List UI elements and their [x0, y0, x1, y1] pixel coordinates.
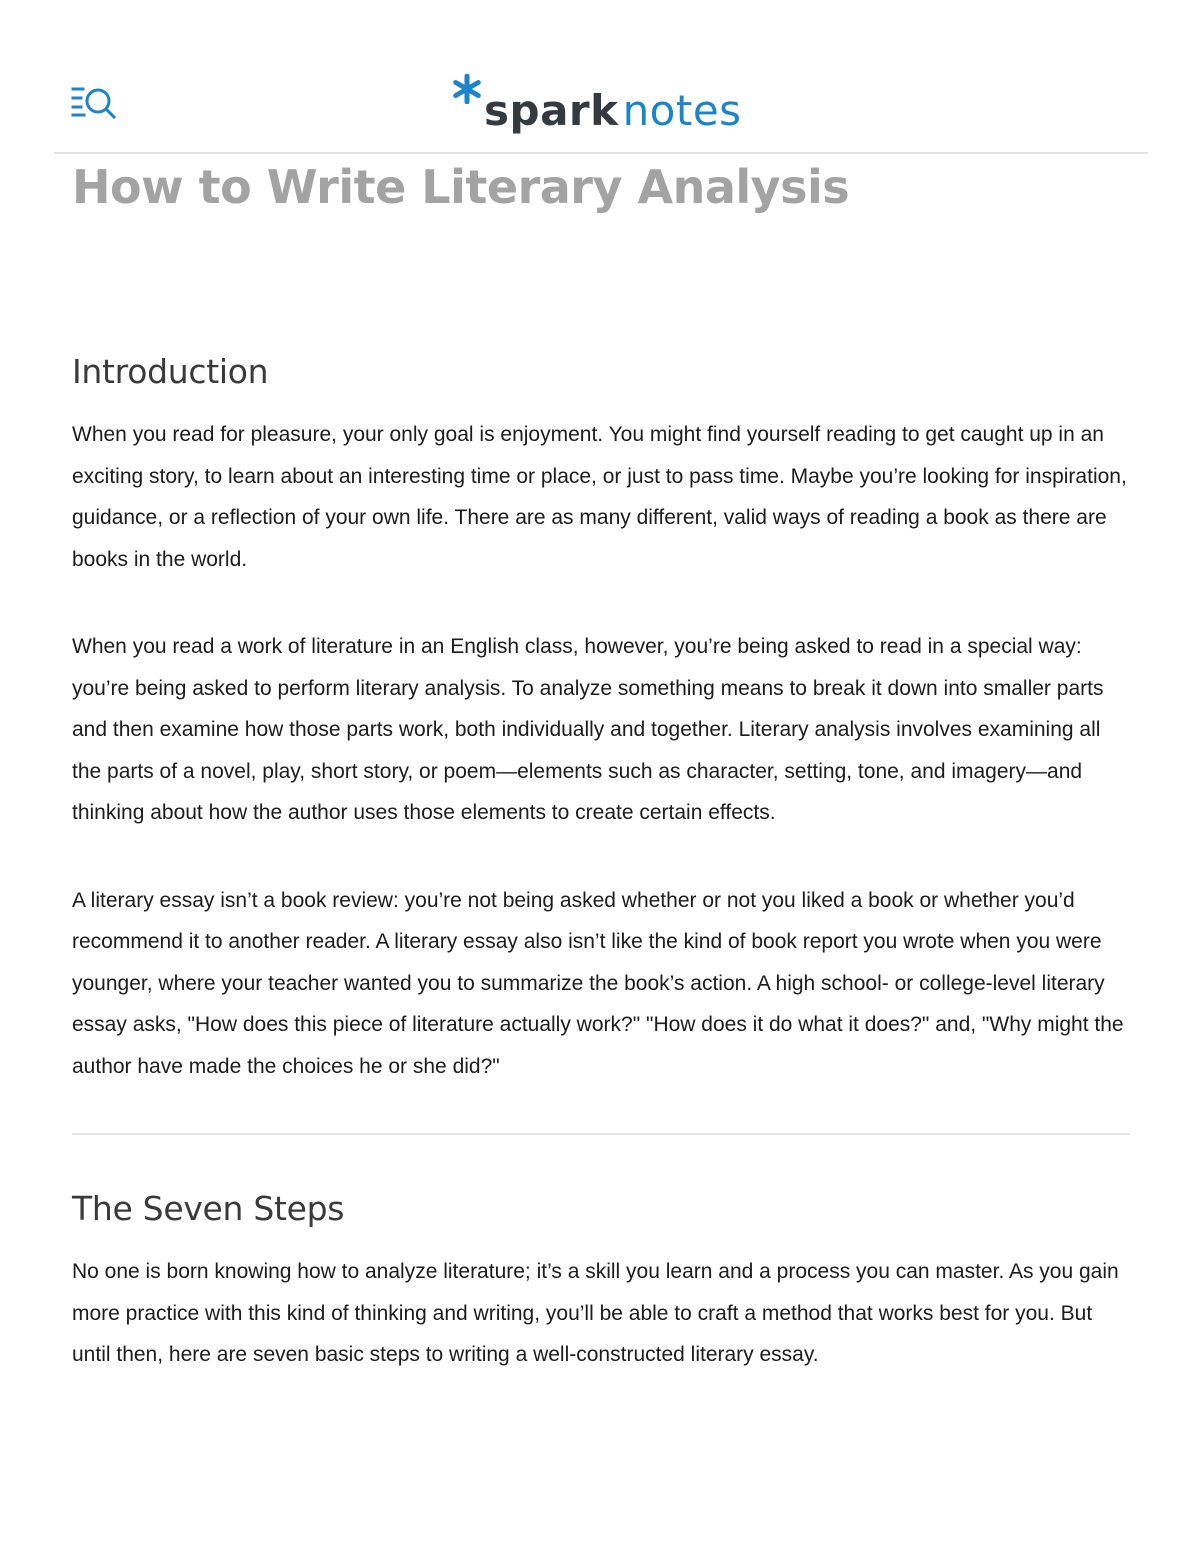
- site-header: [0, 0, 1200, 152]
- logo-spark-text: spark: [484, 86, 619, 135]
- sparknotes-logo[interactable]: [452, 68, 742, 138]
- section-divider: [72, 1133, 1130, 1135]
- article-body: [72, 344, 1134, 1422]
- logo-wordmark: [484, 86, 742, 135]
- intro-paragraph-1: When you read for pleasure, your only goal is enjoyment. You might find yourself reading to get caught up in an exciting story, to learn about an interesting time or place, or just to pass time. Maybe you’re looking for inspiration, guidance, or a reflection of your own life. There are as many different, valid ways of reading a book as there are books in the world.: [72, 423, 1127, 571]
- steps-heading: The Seven Steps: [72, 1189, 345, 1228]
- logo-notes-text: notes: [622, 86, 742, 135]
- intro-heading: Introduction: [72, 352, 269, 391]
- steps-paragraph-1: No one is born knowing how to analyze literature; it’s a skill you learn and a process you can master. As you gain more practice with this kind of thinking and writing, you’ll be able to craft a method that works best for you. But until then, here are seven basic steps to writing a well-constructed literary essay.: [72, 1260, 1119, 1366]
- header-divider: [54, 152, 1148, 154]
- asterisk-icon: [452, 74, 482, 104]
- intro-paragraph-3: A literary essay isn’t a book review: you’re not being asked whether or not you liked a book or whether you’d recommend it to another reader. A literary essay also isn’t like the kind of book report you wrote when you were younger, where your teacher wanted you to summarize the book’s action. A high school- or college-level literary essay asks, "How does this piece of literature actually work?" "How does it do what it does?" and, "Why might the author have made the choices he or she did?": [72, 888, 1124, 1078]
- page-title: How to Write Literary Analysis: [72, 160, 850, 214]
- intro-paragraph-2: When you read a work of literature in an English class, however, you’re being asked to read in a special way: you’re being asked to perform literary analysis. To analyze something means to break it down into smaller parts and then examine how those parts work, both individually and together. Literary analysis involves examining all the parts of a novel, play, short story, or poem—elements such as character, setting, tone, and imagery—and thinking about how the author uses those elements to create certain effects.: [72, 635, 1104, 824]
- search-menu-icon[interactable]: [70, 84, 122, 120]
